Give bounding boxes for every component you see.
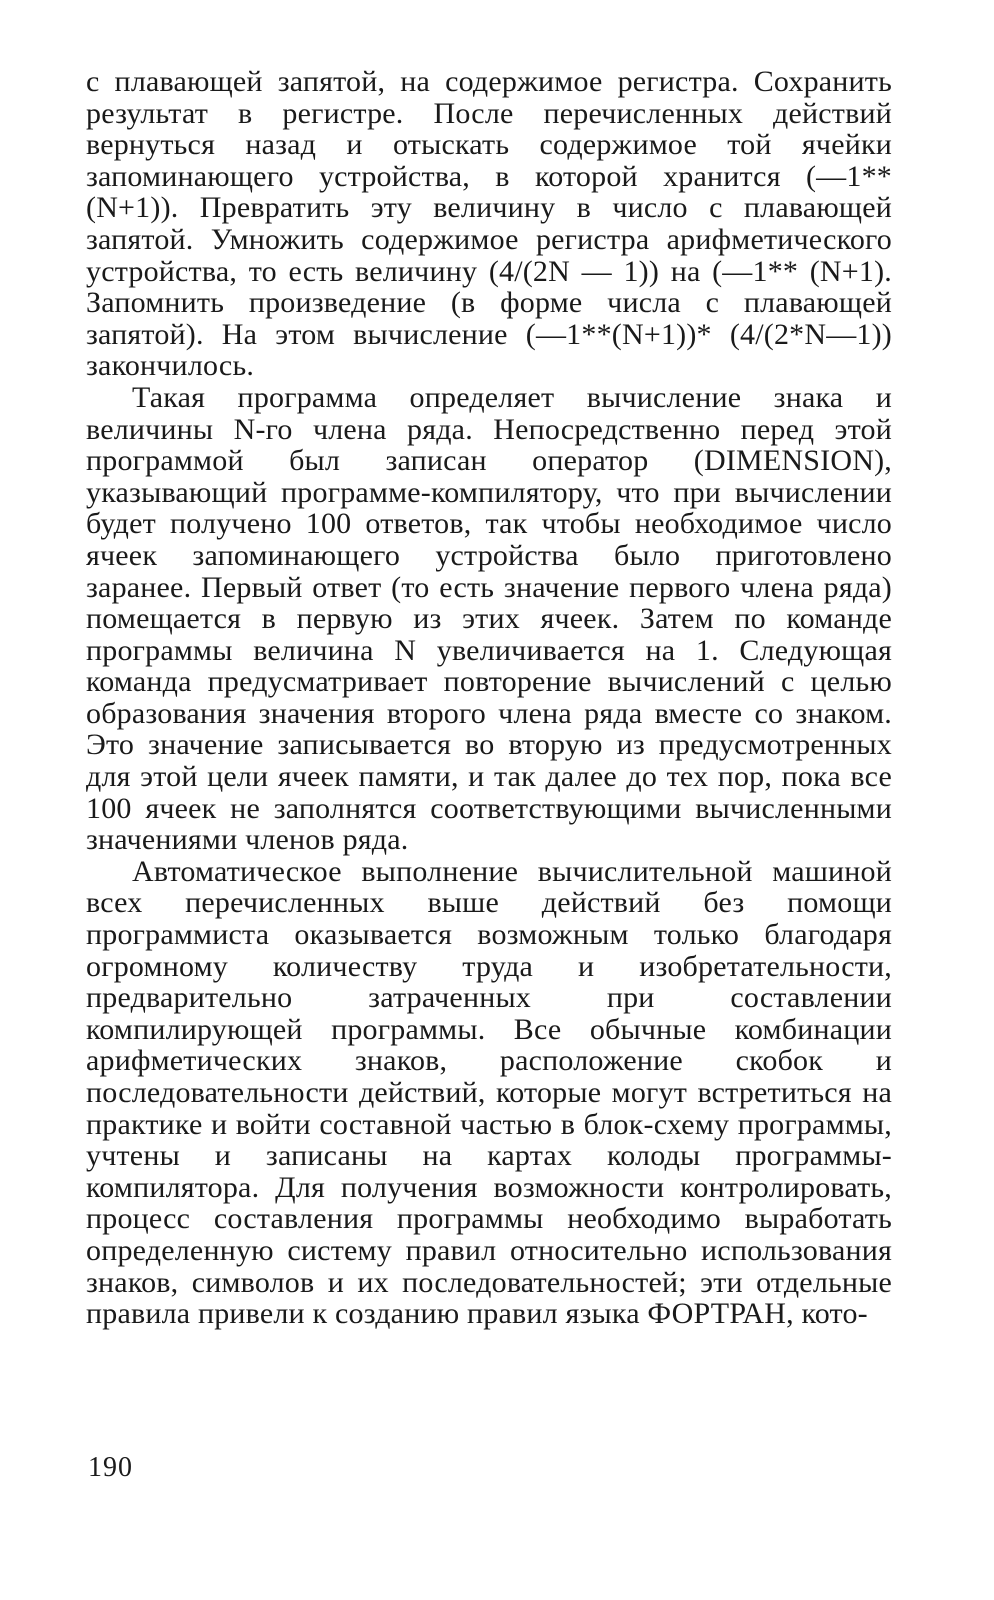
page-body (86, 66, 892, 1330)
paragraph-continuation: с плавающей запятой, на содержимое регистра. Сохранить результат в регистре. После перечисленных действий вернуться назад и отыскать содержимое той ячейки запоминающего устройства, в которой хранится (—1**(N+1)). Превратить эту величину в число с плавающей запятой. Умножить содержимое регистра арифметического устройства, то есть величину (4/(2N — 1)) на (—1** (N+1). Запомнить произведение (в форме числа с плавающей запятой). На этом вычисление (—1**(N+1))* (4/(2*N—1)) закончилось. (86, 65, 892, 383)
paragraph-program-description: Такая программа определяет вычисление знака и величины N-го члена ряда. Непосредственно перед этой программой был записан оператор (DIMENSION), указывающий программе-компилятору, что при вычислении будет получено 100 ответов, так чтобы необходимое число ячеек запоминающего устройства было приготовлено заранее. Первый ответ (то есть значение первого члена ряда) помещается в первую из этих ячеек. Затем по команде программы величина N увеличивается на 1. Следующая команда предусматривает повторение вычислений с целью образования значения второго члена ряда вместе со знаком. Это значение записывается во вторую из предусмотренных для этой цели ячеек памяти, и так далее до тех пор, пока все 100 ячеек не заполнятся соответствующими вычисленными значениями членов ряда. (86, 380, 892, 857)
page-number: 190 (88, 1452, 133, 1483)
paragraph-compiler-explanation: Автоматическое выполнение вычислительной машиной всех перечисленных выше действий без помощи программиста оказывается возможным только благодаря огромному количеству труда и изобретательности, предварительно затраченных при составлении компилирующей программы. Все обычные комбинации арифметических знаков, расположение скобок и последовательности действий, которые могут встретиться на практике и войти составной частью в блок-схему программы, учтены и записаны на картах колоды программы-компилятора. Для получения возможности контролировать, процесс составления программы необходимо выработать определенную систему правил относительно использования знаков, символов и их последовательностей; эти отдельные правила привели к созданию правил языка ФОРТРАН, кото- (86, 854, 892, 1331)
